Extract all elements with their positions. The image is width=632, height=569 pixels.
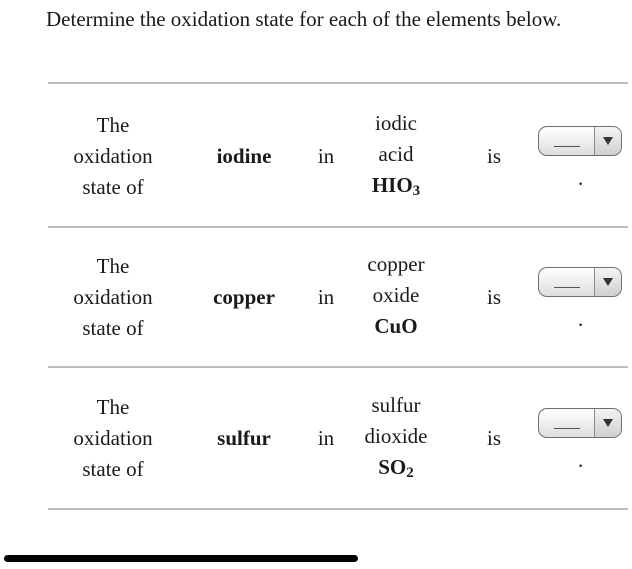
is-word: is xyxy=(486,143,501,168)
home-indicator[interactable] xyxy=(4,555,358,562)
triangle-down-icon xyxy=(594,127,621,155)
triangle-down-icon xyxy=(594,409,621,437)
oxidation-state-dropdown-iodine[interactable] xyxy=(538,126,622,156)
compound-name: copper oxide CuO xyxy=(367,252,425,338)
triangle-down-icon xyxy=(594,268,621,296)
sentence-period: . xyxy=(578,448,584,472)
element-name: iodine xyxy=(216,143,272,168)
sentence-period: . xyxy=(578,166,584,190)
answer-area xyxy=(538,88,626,224)
compound-name: iodic acid $HIO_3$ xyxy=(371,111,421,199)
dropdown-value xyxy=(539,127,594,155)
answer-area xyxy=(538,370,626,506)
answer-area xyxy=(538,229,626,365)
is-word: is xyxy=(486,425,501,450)
compound-name: sulfur dioxide $SO_2$ xyxy=(364,393,428,481)
row-phrase: The oxidation state of xyxy=(73,394,153,481)
oxidation-state-dropdown-copper[interactable] xyxy=(538,267,622,297)
dropdown-value xyxy=(539,268,594,296)
in-word: in xyxy=(317,425,335,450)
question-row-iodine xyxy=(48,88,628,224)
question-row-sulfur xyxy=(48,370,628,506)
chemical-formula: $HIO_3$ xyxy=(371,173,421,199)
in-word: in xyxy=(317,284,335,309)
divider xyxy=(48,82,628,84)
row-phrase: The oxidation state of xyxy=(73,253,153,340)
chemical-formula: $SO_2$ xyxy=(378,455,414,481)
is-word: is xyxy=(486,284,501,309)
instructions: Determine the oxidation state for each of the elements below. xyxy=(46,7,562,31)
divider xyxy=(48,508,628,510)
divider xyxy=(48,226,628,228)
sentence-period: . xyxy=(578,307,584,331)
element-name: copper xyxy=(213,284,275,309)
chemical-formula: CuO xyxy=(374,314,418,338)
dropdown-value xyxy=(539,409,594,437)
oxidation-state-dropdown-sulfur[interactable] xyxy=(538,408,622,438)
row-phrase: The oxidation state of xyxy=(73,112,153,199)
element-name: sulfur xyxy=(217,425,271,450)
divider xyxy=(48,366,628,368)
in-word: in xyxy=(317,143,335,168)
question-row-copper xyxy=(48,229,628,365)
